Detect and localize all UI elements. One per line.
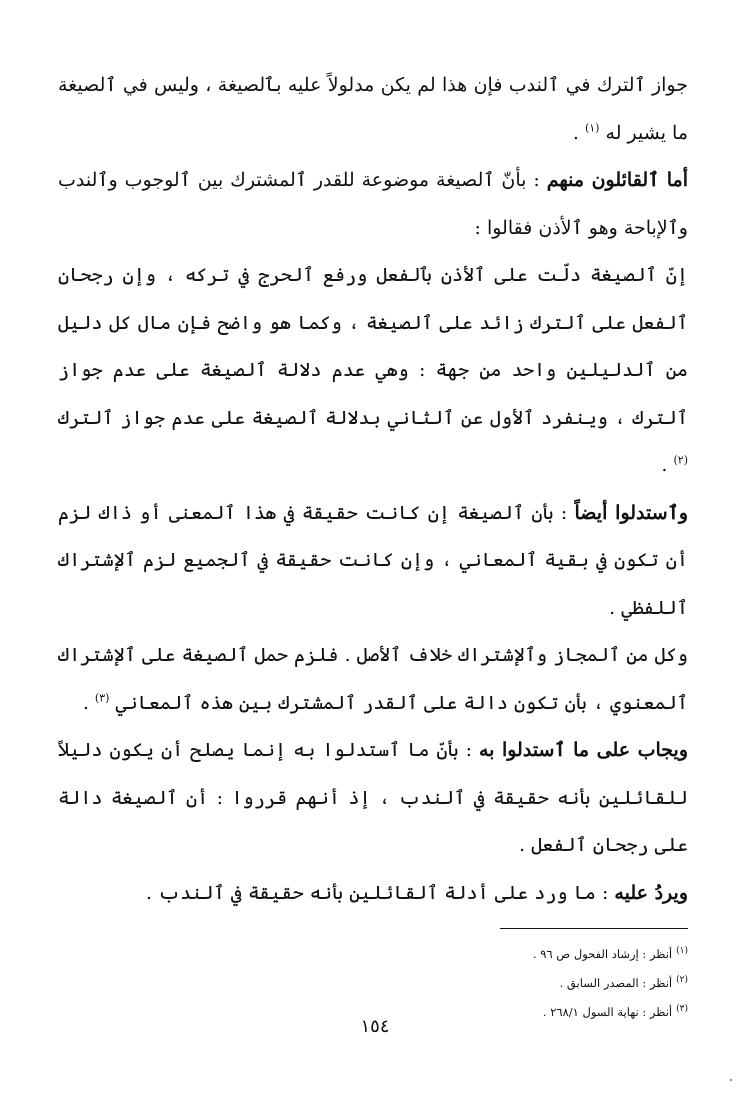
footnote-2	[368, 967, 688, 996]
paragraph-3-text: إنّ ٱلصيغة دلّت على ٱلأذن بٱلفعل ورفع ٱلحرج في تركه ، وإن رجحان ٱلفعل على ٱلترك زائد على ٱلصيغة ، وكما هو واضح فإن مال كل دليل من ٱلدليلين واحد من جهة : وهي عدم دلالة ٱلصيغة على عدم جواز ٱلترك ، وينفرد ٱلأول عن ٱلثاني بدلالة ٱلصيغة على عدم جواز ٱلترك	[58, 264, 688, 429]
paragraph-2	[58, 157, 688, 252]
footnote-1-number: (١)	[676, 946, 688, 956]
paragraph-1	[58, 62, 688, 157]
footnote-3-number: (٣)	[676, 1003, 688, 1014]
paragraph-7	[58, 870, 688, 918]
paragraph-4	[58, 490, 688, 633]
paragraph-4-text: : بأن ٱلصيغة إن كانت حقيقة في هذا ٱلمعنى أو ذاك لزم أن تكون في بقية ٱلمعاني ، وإن كانت حقيقة في ٱلجميع لزم ٱلإشتراك ٱللفظي .	[58, 501, 688, 619]
paragraph-3	[58, 252, 688, 490]
scan-speck	[730, 1079, 732, 1081]
paragraph-4-lead: وٱستدلوا أيضاً	[574, 501, 688, 524]
paragraph-6-text: : بأنّ ما ٱستدلوا به إنما يصلح أن يكون دليلاً للقائلين بأنه حقيقة في ٱلندب ، إذ أنهم قرروا : أن ٱلصيغة دالة على رجحان ٱلفعل .	[58, 739, 688, 856]
paragraph-1-end: .	[572, 121, 585, 144]
paragraph-5-end: .	[82, 691, 95, 714]
footnote-2-number: (٢)	[676, 974, 688, 985]
footnote-1	[368, 938, 688, 967]
paragraph-2-text: : بأنّ ٱلصيغة موضوعة للقدر ٱلمشترك بين ٱلوجوب وٱلندب وٱلإباحة وهو ٱلأذن فقالوا :	[58, 169, 688, 239]
main-text	[58, 62, 688, 917]
page-number: ١٥٤	[360, 1016, 390, 1037]
paragraph-5	[58, 632, 688, 727]
footnote-ref-1: (١)	[584, 121, 600, 135]
footnote-ref-2: (٢)	[673, 453, 688, 467]
footnotes	[368, 938, 688, 1024]
footnote-1-text: أنظر : إرشاد الفحول ص ٩٦ .	[532, 946, 673, 961]
paragraph-3-end: .	[661, 454, 674, 476]
paragraph-6	[58, 727, 688, 870]
paragraph-6-lead: ويجاب على ما ٱستدلوا به	[478, 739, 688, 761]
footnote-3-text: أنظر : نهاية السول ٢٦٨/١ .	[542, 1004, 673, 1019]
paragraph-5-text: وكل من ٱلمجاز وٱلإشتراك خلاف ٱلأصل . فلزم حمل ٱلصيغة على ٱلإشتراك ٱلمعنوي ، بأن تكون دالة على ٱلقدر ٱلمشترك بين هذه ٱلمعاني	[58, 644, 688, 714]
paragraph-2-lead: أما ٱلقائلون منهم	[546, 169, 688, 191]
footnote-2-text: أنظر : المصدر السابق .	[559, 975, 673, 990]
paragraph-1-text: جواز ٱلترك في ٱلندب فإن هذا لم يكن مدلولاً عليه بٱلصيغة ، وليس في ٱلصيغة ما يشير له	[58, 74, 688, 144]
paragraph-7-lead: ويردُ عليه	[614, 881, 688, 904]
footnote-divider	[500, 928, 688, 929]
paragraph-7-text: : ما ورد على أدلة ٱلقائلين بأنه حقيقة في ٱلندب .	[145, 881, 615, 904]
footnote-ref-3: (٣)	[94, 691, 110, 705]
